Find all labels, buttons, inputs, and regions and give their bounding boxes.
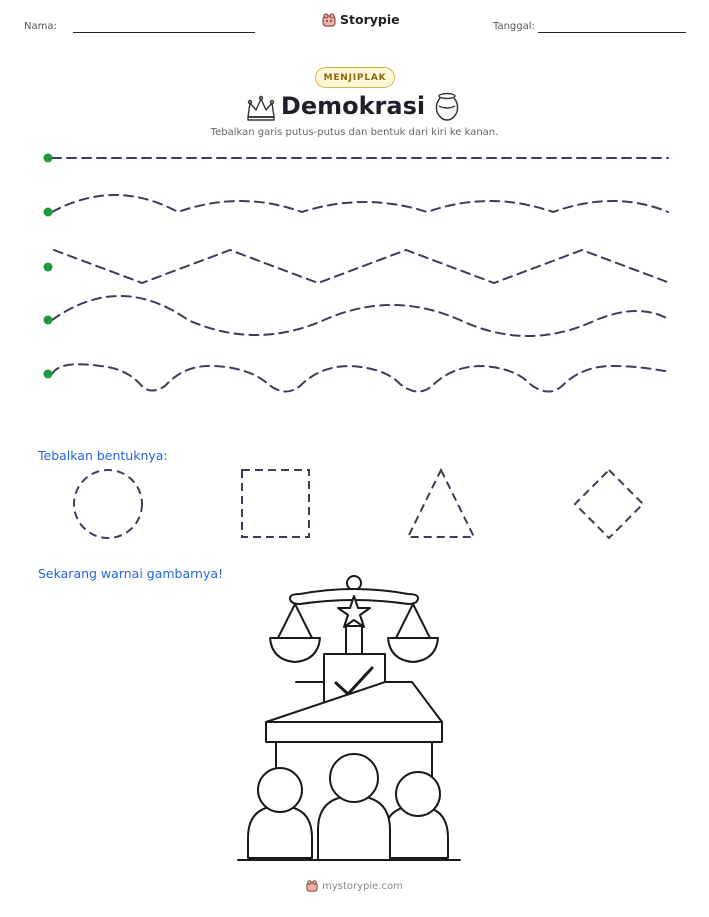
brand-name: Storypie bbox=[340, 12, 400, 27]
page-title: Demokrasi bbox=[280, 92, 426, 120]
instructions: Tebalkan garis putus-putus dan bentuk dari kiri ke kanan. bbox=[210, 127, 499, 138]
name-label: Nama: bbox=[24, 21, 57, 32]
color-heading: Sekarang warnai gambarnya! bbox=[38, 566, 224, 581]
footer bbox=[0, 880, 709, 892]
shapes-heading: Tebalkan bentuknya: bbox=[38, 448, 168, 463]
footer-url[interactable]: mystorypie.com bbox=[322, 880, 403, 892]
activity-badge: MENJIPLAK bbox=[315, 67, 395, 88]
date-label: Tanggal: bbox=[493, 21, 535, 32]
footer-logo-icon bbox=[306, 880, 318, 892]
